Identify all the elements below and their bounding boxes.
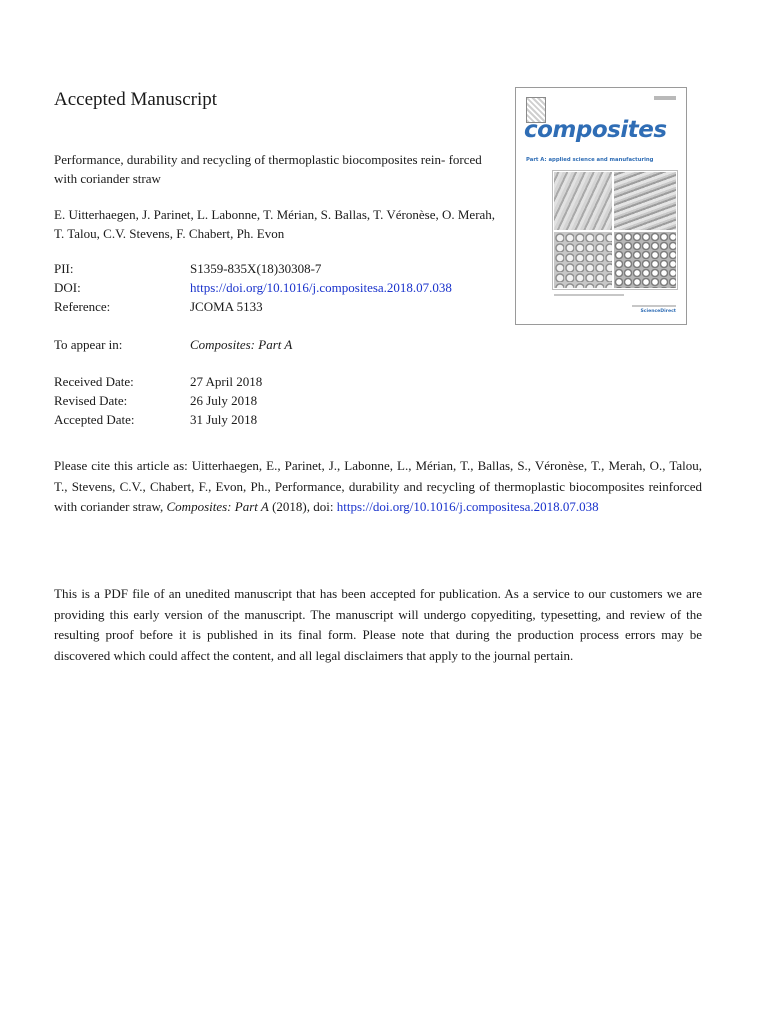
- cover-caption-rule: [554, 294, 624, 296]
- author-list: E. Uitterhaegen, J. Parinet, L. Labonne, T. Mérian, S. Ballas, T. Véronèse, O. Merah, T. Talou, C.V. Stevens, F. Chabert, Ph. Evon: [54, 207, 496, 241]
- journal-cover-thumbnail: [515, 87, 687, 325]
- accepted-value: 31 July 2018: [190, 412, 258, 427]
- citation-journal: Composites: Part A: [166, 499, 269, 514]
- doi-row: [54, 278, 494, 297]
- cover-subtitle: Part A: applied science and manufacturing: [526, 157, 654, 163]
- accepted-label: Accepted Date:: [54, 412, 135, 427]
- pii-row: [54, 259, 494, 278]
- disclaimer-paragraph: This is a PDF file of an unedited manuscript that has been accepted for publication. As a service to our customers we are providing this early version of the manuscript. The manuscript will undergo copyediting, typesetting, and review of the resulting proof before it is published in its final form. Please note that during the production process errors may be discovered which could affect the content, and all legal disclaimers that apply to the journal pertain.: [54, 586, 702, 663]
- received-row: [54, 372, 494, 391]
- citation-paragraph: [54, 456, 702, 518]
- reference-row: [54, 297, 494, 316]
- revised-row: [54, 391, 494, 410]
- cover-micrograph-collage: [552, 170, 678, 290]
- doi-label: DOI:: [54, 280, 81, 295]
- micrograph-pores: [613, 231, 677, 289]
- revised-label: Revised Date:: [54, 393, 128, 408]
- pii-label: PII:: [54, 261, 74, 276]
- cover-wordmark: composites: [524, 117, 667, 143]
- micrograph-cells: [553, 231, 613, 289]
- doi-link[interactable]: https://doi.org/10.1016/j.compositesa.2018.07.038: [190, 280, 452, 295]
- reference-value: JCOMA 5133: [190, 299, 263, 314]
- cover-footer-rule: [632, 305, 676, 307]
- citation-year-doi: (2018), doi:: [272, 499, 334, 514]
- micrograph-strands: [613, 171, 677, 231]
- reference-label: Reference:: [54, 299, 111, 314]
- journal-name: Composites: Part A: [190, 337, 293, 352]
- appear-row: [54, 335, 494, 354]
- cover-issn-mark: [654, 96, 676, 100]
- article-title: Performance, durability and recycling of thermoplastic biocomposites rein- forced with coriander straw: [54, 152, 482, 186]
- micrograph-fibers: [553, 171, 613, 231]
- page-heading: Accepted Manuscript: [54, 89, 218, 110]
- pii-value: S1359-835X(18)30308-7: [190, 261, 322, 276]
- citation-text: Please cite this article as: Uitterhaegen, E., Parinet, J., Labonne, L., Mérian, T., Ballas, S., Véronèse, T., Merah, O., Talou, T., Stevens, C.V., Chabert, F., Evon, Ph., Performance, durability and recycling of thermoplastic biocomposites reinforced with coriander straw,: [54, 458, 702, 514]
- appear-label: To appear in:: [54, 337, 123, 352]
- cover-footer-brand: ScienceDirect: [640, 309, 676, 314]
- received-value: 27 April 2018: [190, 374, 263, 389]
- citation-doi-link[interactable]: https://doi.org/10.1016/j.compositesa.2018.07.038: [336, 499, 599, 514]
- revised-value: 26 July 2018: [190, 393, 258, 408]
- received-label: Received Date:: [54, 374, 134, 389]
- accepted-row: [54, 410, 494, 429]
